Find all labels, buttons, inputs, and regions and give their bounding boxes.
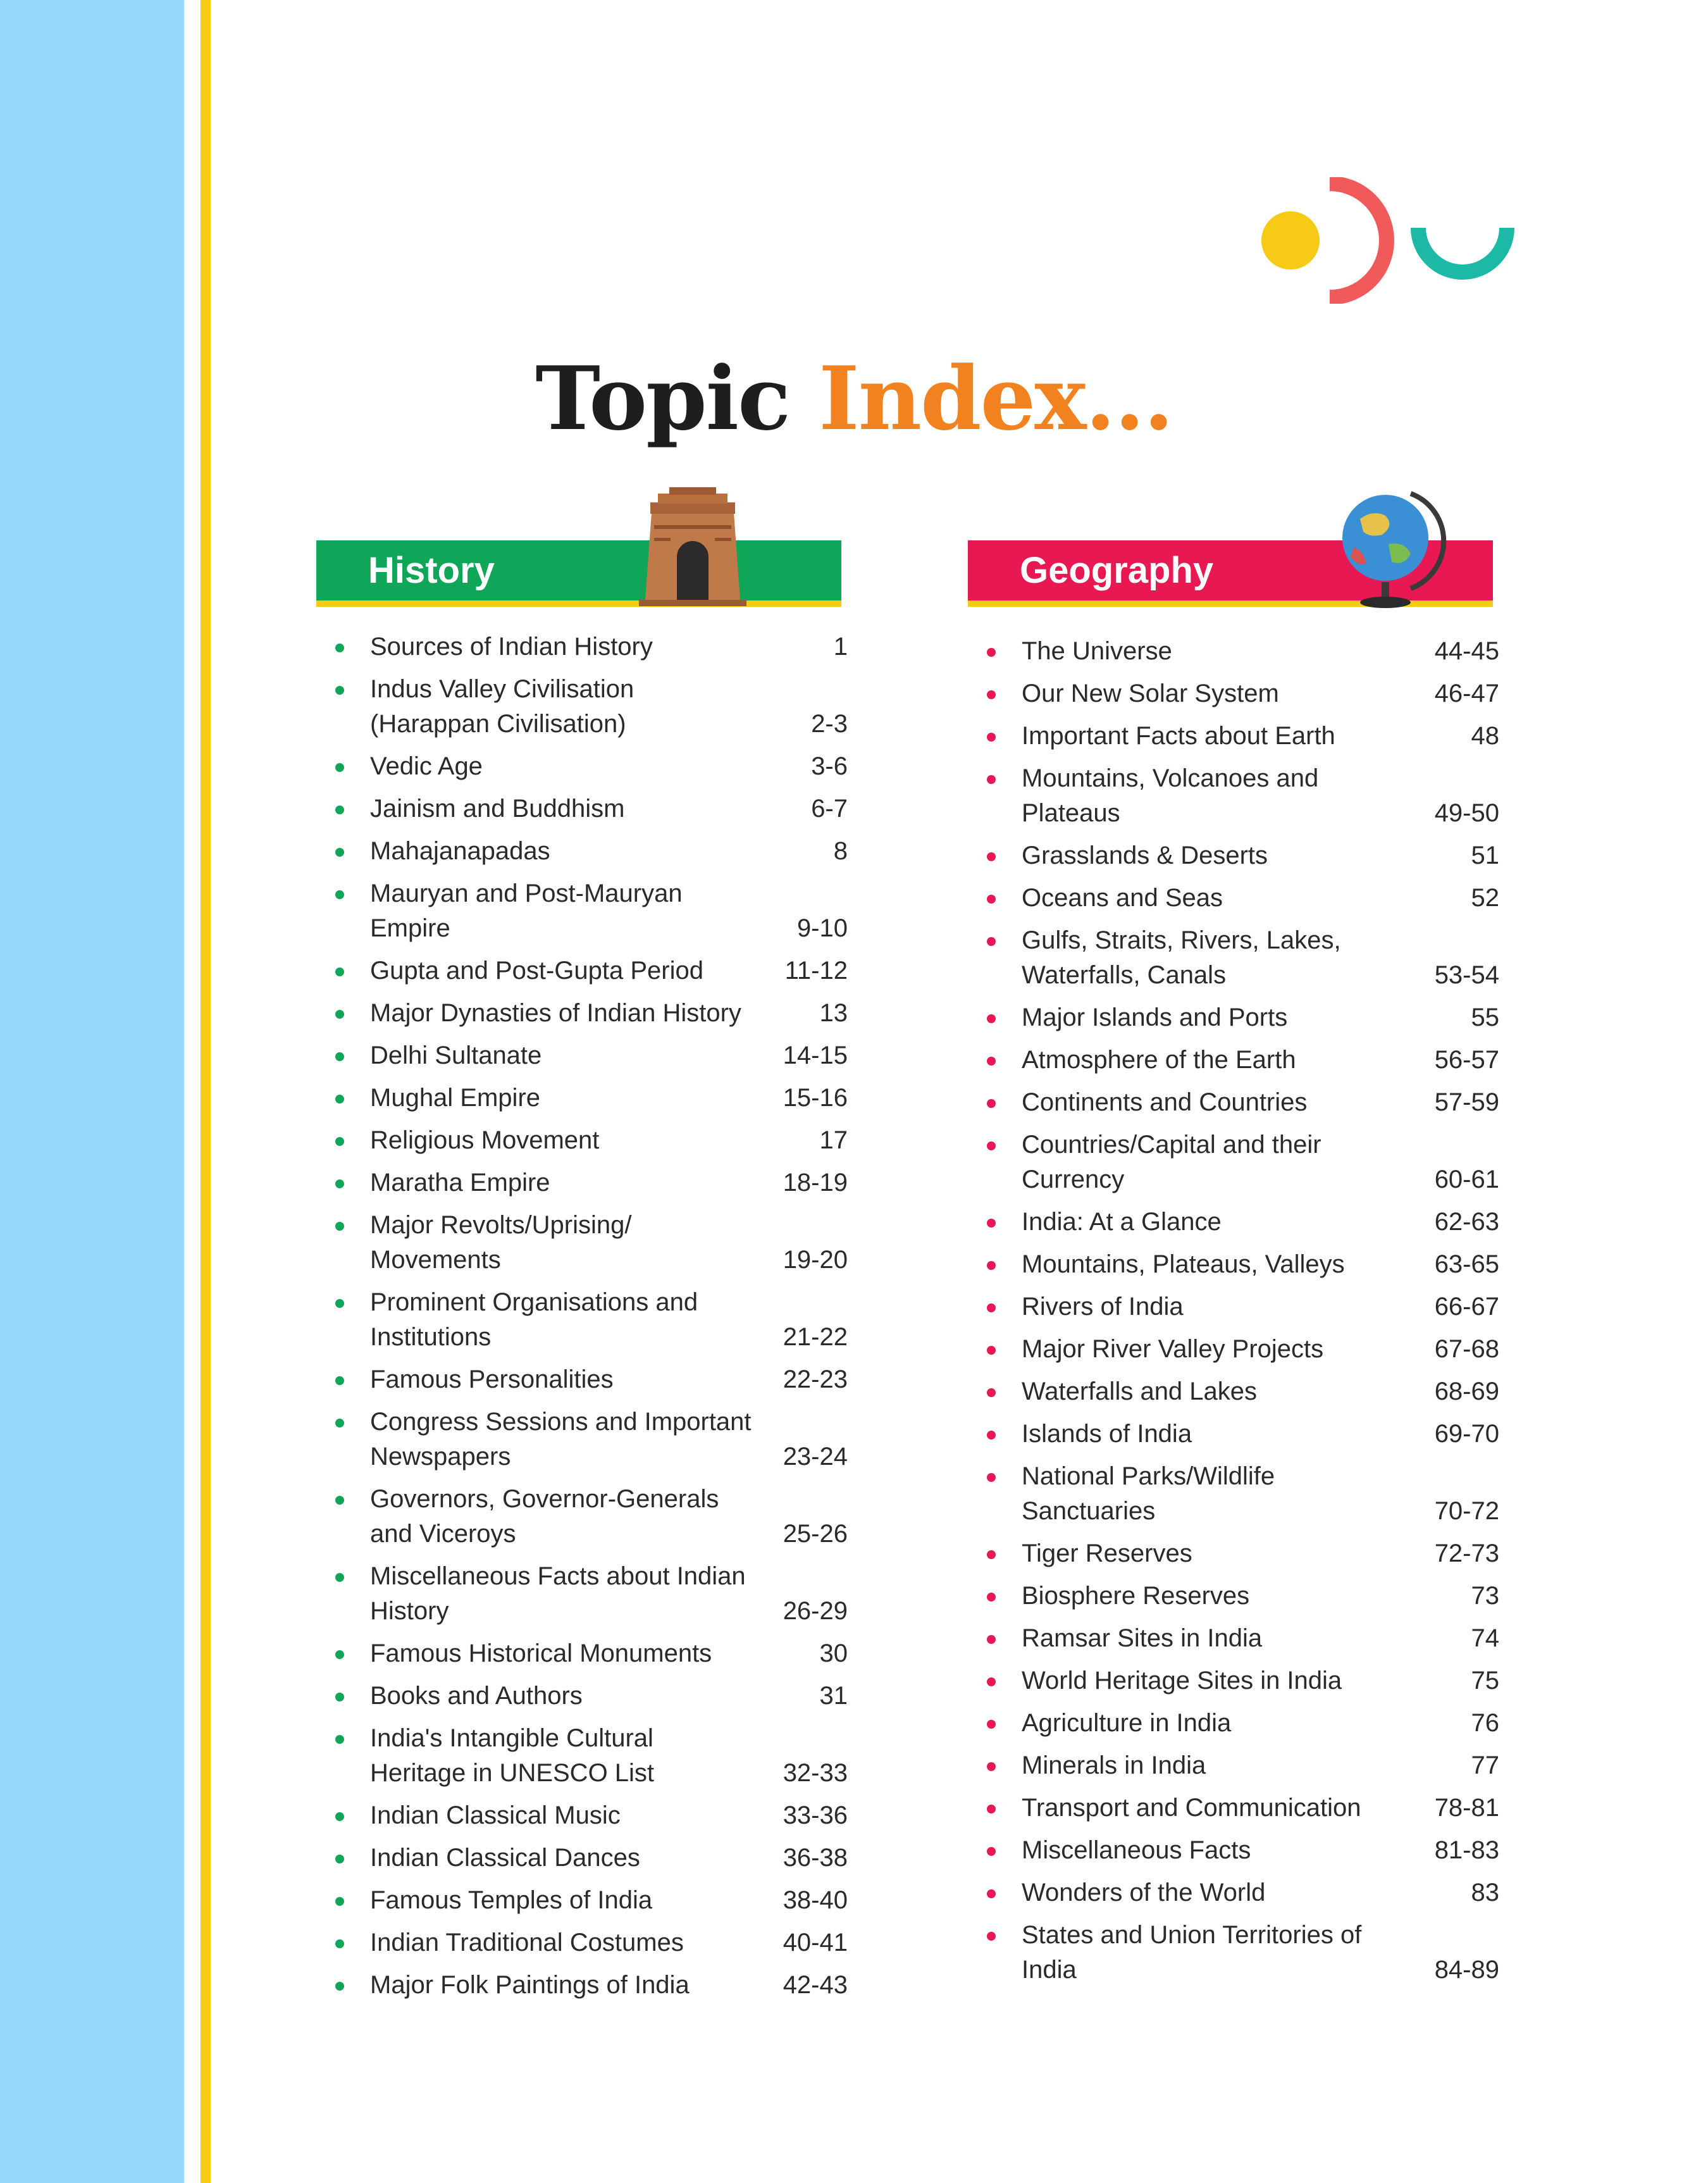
topic-label: Indian Classical Dances — [370, 1844, 640, 1872]
topic-page-number: 15-16 — [783, 1084, 848, 1112]
bullet-icon — [987, 1550, 996, 1559]
topic-item — [968, 1332, 1499, 1367]
topic-item — [316, 1679, 848, 1713]
topic-page-number: 32-33 — [783, 1759, 848, 1787]
topic-page-number: 11-12 — [784, 957, 848, 985]
bullet-icon — [987, 1261, 996, 1270]
topic-item — [968, 1085, 1499, 1120]
topic-item — [968, 1536, 1499, 1571]
topic-item — [316, 1798, 848, 1833]
topic-page-number: 52 — [1471, 884, 1499, 912]
topic-item — [316, 1841, 848, 1875]
topic-label: Major Revolts/Uprising/ Movements — [370, 1211, 632, 1274]
bullet-icon — [335, 1855, 344, 1863]
bullet-icon — [335, 1137, 344, 1146]
topic-page-number: 1 — [833, 633, 848, 661]
topic-page-number: 44-45 — [1434, 637, 1499, 665]
page-title — [0, 345, 1708, 452]
topic-page-number: 57-59 — [1434, 1088, 1499, 1116]
bullet-icon — [335, 1693, 344, 1701]
bullet-icon — [335, 805, 344, 814]
topic-label: Miscellaneous Facts — [1022, 1836, 1251, 1864]
topic-page-number: 31 — [819, 1682, 848, 1710]
topic-label: Gupta and Post-Gupta Period — [370, 957, 703, 985]
topic-page-number: 49-50 — [1434, 799, 1499, 827]
bullet-icon — [987, 1847, 996, 1856]
topic-page-number: 70-72 — [1434, 1497, 1499, 1525]
topic-item — [968, 838, 1499, 873]
bullet-icon — [335, 1897, 344, 1906]
bullet-icon — [987, 1303, 996, 1312]
topic-label: Books and Authors — [370, 1682, 583, 1710]
bullet-icon — [987, 1057, 996, 1066]
topic-item — [316, 876, 848, 946]
topic-label: Countries/Capital and their Currency — [1022, 1131, 1321, 1193]
topic-label: Atmosphere of the Earth — [1022, 1046, 1296, 1074]
topic-label: Mountains, Plateaus, Valleys — [1022, 1250, 1345, 1278]
bullet-icon — [987, 1141, 996, 1150]
topic-page-number: 21-22 — [783, 1323, 848, 1351]
topic-item — [316, 954, 848, 988]
yellow-margin-line — [201, 0, 211, 2183]
topic-label: Religious Movement — [370, 1126, 600, 1154]
bullet-icon — [987, 1099, 996, 1108]
topic-label: Transport and Communication — [1022, 1794, 1361, 1822]
bullet-icon — [987, 1431, 996, 1440]
topic-item — [968, 1621, 1499, 1656]
title-part-1: Topic — [535, 347, 790, 450]
topic-label: Agriculture in India — [1022, 1709, 1232, 1737]
topic-page-number: 46-47 — [1434, 680, 1499, 707]
globe-icon — [1316, 487, 1455, 611]
history-heading: History — [368, 550, 495, 591]
topic-label: Indian Traditional Costumes — [370, 1929, 684, 1956]
topic-item — [316, 834, 848, 869]
topic-label: Vedic Age — [370, 752, 483, 780]
topic-item — [968, 1043, 1499, 1078]
topic-item — [316, 630, 848, 664]
topic-item — [316, 1285, 848, 1355]
topic-item — [316, 749, 848, 784]
topic-label: Mauryan and Post-Mauryan Empire — [370, 880, 683, 942]
topic-item — [316, 996, 848, 1031]
left-color-band — [0, 0, 184, 2183]
bullet-icon — [987, 1932, 996, 1941]
topic-label: Indus Valley Civilisation (Harappan Civilisation) — [370, 675, 634, 738]
topic-item — [316, 1883, 848, 1918]
topic-page-number: 63-65 — [1434, 1250, 1499, 1278]
topic-label: Major Dynasties of Indian History — [370, 999, 741, 1027]
bullet-icon — [335, 890, 344, 899]
topic-page-number: 51 — [1471, 842, 1499, 869]
bullet-icon — [335, 1419, 344, 1427]
topic-page-number: 13 — [819, 999, 848, 1027]
topic-item — [968, 676, 1499, 711]
topic-page-number: 38-40 — [783, 1886, 848, 1914]
bullet-icon — [987, 1593, 996, 1601]
topic-item — [316, 1362, 848, 1397]
topic-item — [316, 1123, 848, 1158]
bullet-icon — [987, 733, 996, 742]
history-topic-list — [316, 630, 848, 2010]
topic-page-number: 48 — [1471, 722, 1499, 750]
geography-heading: Geography — [1020, 550, 1214, 591]
topic-page-number: 78-81 — [1434, 1794, 1499, 1822]
topic-item — [316, 1721, 848, 1791]
bullet-icon — [987, 1635, 996, 1644]
topic-page-number: 18-19 — [783, 1169, 848, 1197]
topic-item — [968, 1791, 1499, 1825]
topic-label: Mughal Empire — [370, 1084, 541, 1112]
topic-item — [968, 761, 1499, 831]
bullet-icon — [335, 848, 344, 857]
topic-item — [316, 1559, 848, 1629]
topic-label: Mountains, Volcanoes and Plateaus — [1022, 764, 1319, 827]
topic-label: Important Facts about Earth — [1022, 722, 1335, 750]
topic-label: Grasslands & Deserts — [1022, 842, 1268, 869]
bullet-icon — [987, 1219, 996, 1228]
bullet-icon — [987, 1762, 996, 1771]
topic-label: Tiger Reserves — [1022, 1539, 1192, 1567]
topic-label: Prominent Organisations and Institutions — [370, 1288, 698, 1351]
bullet-icon — [987, 1014, 996, 1023]
bullet-icon — [335, 686, 344, 695]
topic-page-number: 14-15 — [783, 1042, 848, 1069]
topic-item — [968, 881, 1499, 916]
topic-item — [316, 1081, 848, 1116]
topic-label: Mahajanapadas — [370, 837, 550, 865]
bullet-icon — [987, 937, 996, 946]
topic-label: Biosphere Reserves — [1022, 1582, 1250, 1610]
topic-item — [316, 1166, 848, 1200]
topic-label: India: At a Glance — [1022, 1208, 1222, 1236]
bullet-icon — [987, 1346, 996, 1355]
topic-label: States and Union Territories of India — [1022, 1921, 1362, 1984]
bullet-icon — [987, 690, 996, 699]
bullet-icon — [987, 775, 996, 784]
bullet-icon — [987, 1889, 996, 1898]
topic-label: Indian Classical Music — [370, 1801, 621, 1829]
topic-page-number: 6-7 — [811, 795, 848, 823]
topic-item — [968, 1290, 1499, 1324]
topic-page-number: 73 — [1471, 1582, 1499, 1610]
topic-label: Governors, Governor-Generals and Viceroys — [370, 1485, 719, 1548]
topic-label: Rivers of India — [1022, 1293, 1184, 1321]
topic-label: Congress Sessions and Important Newspapers — [370, 1408, 752, 1471]
topic-item — [968, 1579, 1499, 1614]
bullet-icon — [335, 967, 344, 976]
bullet-icon — [987, 1720, 996, 1729]
topic-item — [316, 1405, 848, 1474]
bullet-icon — [335, 1812, 344, 1821]
topic-page-number: 22-23 — [783, 1365, 848, 1393]
bullet-icon — [335, 1010, 344, 1019]
topic-page-number: 36-38 — [783, 1844, 848, 1872]
topic-page-number: 66-67 — [1434, 1293, 1499, 1321]
topic-item — [968, 1205, 1499, 1240]
topic-page-number: 69-70 — [1434, 1420, 1499, 1448]
topic-page-number: 33-36 — [783, 1801, 848, 1829]
title-part-2: Index... — [819, 347, 1173, 450]
bullet-icon — [335, 1735, 344, 1744]
topic-page-number: 62-63 — [1434, 1208, 1499, 1236]
geography-section — [968, 487, 1499, 1984]
bullet-icon — [335, 1179, 344, 1188]
topic-item — [968, 1875, 1499, 1910]
topic-item — [968, 1748, 1499, 1783]
topic-label: National Parks/Wildlife Sanctuaries — [1022, 1462, 1275, 1525]
topic-item — [968, 719, 1499, 754]
history-header — [316, 487, 841, 591]
topic-label: Delhi Sultanate — [370, 1042, 542, 1069]
topic-label: Miscellaneous Facts about Indian History — [370, 1562, 746, 1625]
topic-label: Famous Personalities — [370, 1365, 614, 1393]
topic-item — [968, 1459, 1499, 1529]
topic-page-number: 30 — [819, 1639, 848, 1667]
topic-page-number: 25-26 — [783, 1520, 848, 1548]
bullet-icon — [335, 1939, 344, 1948]
topic-item — [968, 1247, 1499, 1282]
bullet-icon — [335, 1982, 344, 1991]
topic-item — [968, 1706, 1499, 1741]
bullet-icon — [335, 1376, 344, 1385]
topic-item — [968, 1664, 1499, 1698]
topic-page-number: 67-68 — [1434, 1335, 1499, 1363]
bullet-icon — [335, 1052, 344, 1061]
topic-page-number: 40-41 — [783, 1929, 848, 1956]
bullet-icon — [987, 895, 996, 904]
topic-page-number: 53-54 — [1434, 961, 1499, 989]
bullet-icon — [335, 1299, 344, 1308]
topic-item — [968, 1000, 1499, 1035]
topic-page-number: 74 — [1471, 1624, 1499, 1652]
topic-page-number: 81-83 — [1434, 1836, 1499, 1864]
topic-item — [968, 1918, 1499, 1987]
topic-page-number: 84-89 — [1434, 1956, 1499, 1984]
topic-label: India's Intangible Cultural Heritage in UNESCO List — [370, 1724, 655, 1787]
topic-label: Continents and Countries — [1022, 1088, 1308, 1116]
topic-page-number: 75 — [1471, 1667, 1499, 1695]
bullet-icon — [987, 852, 996, 861]
topic-page-number: 60-61 — [1434, 1166, 1499, 1193]
topic-page-number: 8 — [833, 837, 848, 865]
bullet-icon — [335, 763, 344, 772]
topic-label: Sources of Indian History — [370, 633, 653, 661]
topic-item — [316, 672, 848, 742]
bullet-icon — [987, 1388, 996, 1397]
topic-item — [316, 792, 848, 826]
topic-page-number: 68-69 — [1434, 1378, 1499, 1405]
topic-page-number: 23-24 — [783, 1443, 848, 1471]
topic-item — [316, 1482, 848, 1552]
topic-label: Jainism and Buddhism — [370, 795, 625, 823]
topic-item — [316, 1968, 848, 2003]
topic-page-number: 42-43 — [783, 1971, 848, 1999]
topic-label: Waterfalls and Lakes — [1022, 1378, 1258, 1405]
topic-item — [968, 923, 1499, 993]
bullet-icon — [987, 1805, 996, 1813]
topic-label: Gulfs, Straits, Rivers, Lakes, Waterfalls, Canals — [1022, 926, 1341, 989]
topic-item — [316, 1925, 848, 1960]
topic-item — [968, 1128, 1499, 1197]
bullet-icon — [335, 1095, 344, 1104]
topic-label: Minerals in India — [1022, 1751, 1206, 1779]
topic-label: World Heritage Sites in India — [1022, 1667, 1342, 1695]
india-gate-icon — [620, 487, 765, 607]
topic-page-number: 17 — [819, 1126, 848, 1154]
topic-page-number: 26-29 — [783, 1597, 848, 1625]
geography-header — [968, 487, 1493, 591]
topic-item — [968, 1374, 1499, 1409]
bullet-icon — [335, 1222, 344, 1231]
topic-label: Major River Valley Projects — [1022, 1335, 1324, 1363]
topic-page-number: 56-57 — [1434, 1046, 1499, 1074]
history-section — [316, 487, 848, 1999]
bullet-icon — [987, 1677, 996, 1686]
topic-label: Famous Historical Monuments — [370, 1639, 712, 1667]
decorative-shapes-icon — [1259, 177, 1525, 304]
geography-topic-list — [968, 634, 1499, 1995]
topic-label: Maratha Empire — [370, 1169, 550, 1197]
topic-label: Major Folk Paintings of India — [370, 1971, 690, 1999]
topic-item — [316, 1636, 848, 1671]
topic-label: Ramsar Sites in India — [1022, 1624, 1263, 1652]
topic-label: Oceans and Seas — [1022, 884, 1223, 912]
topic-item — [968, 1417, 1499, 1452]
topic-item — [968, 634, 1499, 669]
topic-page-number: 19-20 — [783, 1246, 848, 1274]
topic-page-number: 83 — [1471, 1879, 1499, 1906]
topic-label: Famous Temples of India — [370, 1886, 653, 1914]
topic-page-number: 3-6 — [811, 752, 848, 780]
bullet-icon — [335, 1573, 344, 1582]
topic-label: The Universe — [1022, 637, 1172, 665]
topic-page-number: 55 — [1471, 1004, 1499, 1031]
bullet-icon — [335, 1496, 344, 1505]
topic-item — [968, 1833, 1499, 1868]
bullet-icon — [335, 1650, 344, 1659]
topic-page-number: 9-10 — [796, 914, 848, 942]
topic-label: Wonders of the World — [1022, 1879, 1266, 1906]
topic-item — [316, 1038, 848, 1073]
topic-item — [316, 1208, 848, 1278]
topic-page-number: 2-3 — [811, 710, 848, 738]
topic-page-number: 77 — [1471, 1751, 1499, 1779]
topic-label: Our New Solar System — [1022, 680, 1279, 707]
bullet-icon — [335, 644, 344, 652]
topic-label: Islands of India — [1022, 1420, 1192, 1448]
bullet-icon — [987, 1473, 996, 1482]
topic-page-number: 72-73 — [1434, 1539, 1499, 1567]
bullet-icon — [987, 648, 996, 657]
topic-label: Major Islands and Ports — [1022, 1004, 1288, 1031]
topic-page-number: 76 — [1471, 1709, 1499, 1737]
